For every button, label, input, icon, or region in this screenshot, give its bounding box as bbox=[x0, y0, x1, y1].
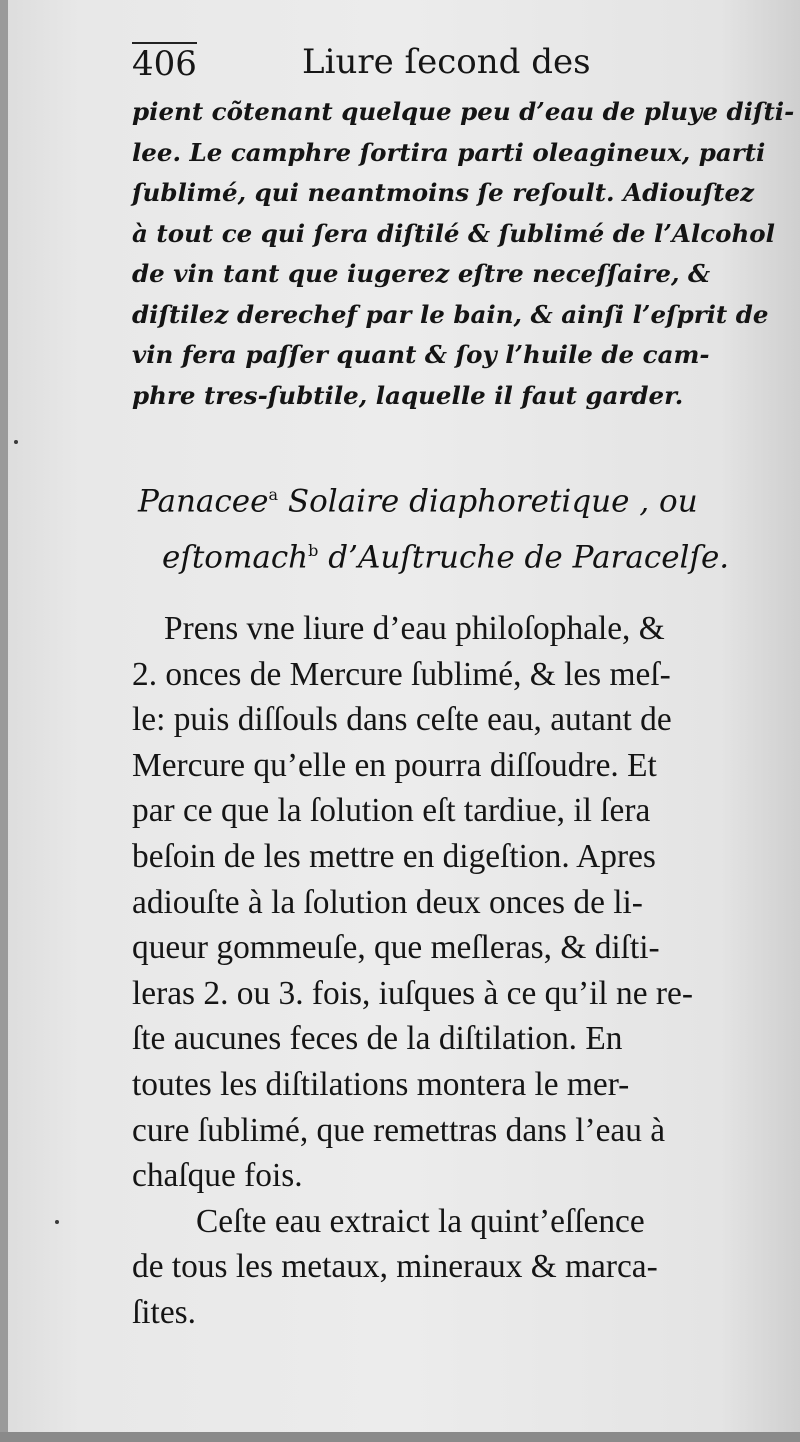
note-marker-b: b bbox=[308, 541, 319, 561]
text-line: queur gommeuſe, que meſleras, & diſti- bbox=[132, 929, 660, 967]
text-line: pient cõtenant quelque peu d’eau de pluye diſti- bbox=[132, 97, 795, 126]
text-line: ſublimé, qui neantmoins ſe reſoult. Adiouſtez bbox=[132, 178, 755, 207]
text-line: vin fera paſſer quant & ſoy l’huile de cam- bbox=[132, 340, 710, 369]
text-line: de tous les metaux, mineraux & marca- bbox=[132, 1248, 658, 1286]
text-line: Mercure qu’elle en pourra diſſoudre. Et bbox=[132, 746, 657, 784]
text-line: toutes les diſtilations montera le mer- bbox=[132, 1065, 630, 1103]
paper-speck bbox=[55, 1220, 59, 1224]
text-line: Prens vne liure d’eau philoſophale, & bbox=[164, 610, 665, 647]
page-bottom-edge bbox=[0, 1432, 800, 1442]
text-line: de vin tant que iugerez eſtre neceſſaire, & bbox=[132, 259, 711, 288]
text-line: leras 2. ou 3. fois, iuſques à ce qu’il ne re- bbox=[132, 974, 693, 1012]
text-line: ſte aucunes feces de la diſtilation. En bbox=[132, 1020, 623, 1058]
heading-text: Solaire diaphoretique , ou bbox=[278, 483, 698, 520]
text-line: 2. onces de Mercure ſublimé, & les meſ- bbox=[132, 655, 671, 693]
page-number: 406 bbox=[132, 44, 197, 84]
heading-word-panacee: Panacee bbox=[138, 483, 269, 520]
text-line: Ceſte eau extraict la quint’eſſence bbox=[196, 1202, 645, 1240]
text-line: le: puis diſſouls dans ceſte eau, autant de bbox=[132, 701, 672, 739]
text-line: phre tres-ſubtile, laquelle il faut garder. bbox=[132, 380, 684, 410]
paper-speck bbox=[14, 440, 18, 444]
page-binding-edge bbox=[0, 0, 8, 1442]
running-title: Liure ſecond des bbox=[302, 42, 591, 82]
note-marker-a: a bbox=[268, 485, 278, 504]
main-text bbox=[132, 606, 742, 1336]
text-line: à tout ce qui ſera diſtilé & ſublimé de l’Alcohol bbox=[132, 218, 775, 248]
heading-line-1 bbox=[138, 470, 738, 526]
text-line: par ce que la ſolution eſt tardiue, il ſera bbox=[132, 792, 651, 830]
italic-paragraph bbox=[132, 92, 795, 416]
heading-text: d’Auſtruche de Paracelſe. bbox=[318, 539, 730, 576]
text-line: lee. Le camphre ſortira parti oleagineux, parti bbox=[132, 137, 766, 167]
text-line: beſoin de les mettre en digeſtion. Apres bbox=[132, 837, 656, 875]
running-head bbox=[132, 38, 732, 88]
text-line: cure ſublimé, que remettras dans l’eau à bbox=[132, 1111, 666, 1149]
heading-line-2 bbox=[138, 526, 738, 582]
section-heading bbox=[138, 470, 738, 583]
text-line: ſites. bbox=[132, 1293, 196, 1331]
text-line: adiouſte à la ſolution deux onces de li- bbox=[132, 883, 643, 921]
text-line: chaſque fois. bbox=[132, 1157, 303, 1195]
text-line: diſtilez derechef par le bain, & ainſi l’eſprit de bbox=[132, 299, 769, 329]
heading-word-estomach: eſtomach bbox=[162, 539, 309, 576]
